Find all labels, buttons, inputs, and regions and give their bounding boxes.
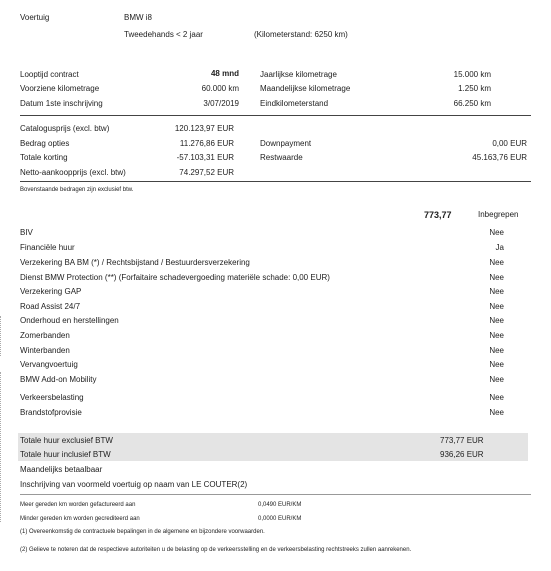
total-label: Totale huur exclusief BTW [20, 436, 113, 445]
contract-right-label: Maandelijkse kilometrage [260, 84, 351, 93]
contract-right-value: 15.000 km [453, 70, 491, 79]
service-value: Nee [489, 331, 504, 340]
monthly-amount: 773,77 [424, 210, 452, 220]
service-label: Onderhoud en herstellingen [20, 316, 119, 325]
monthly-included-label: Inbegrepen [478, 210, 519, 219]
service-label: Verzekering BA BM (*) / Rechtsbijstand / Bestuurdersverzekering [20, 258, 250, 267]
km-rate-label: Meer gereden km worden gefactureerd aan [20, 502, 136, 508]
price-value: -57.103,31 EUR [176, 153, 234, 162]
contract-left-label: Voorziene kilometrage [20, 84, 100, 93]
price-value: 74.297,52 EUR [179, 168, 234, 177]
service-label: Dienst BMW Protection (**) (Forfaitaire schadevergoeding materiële schade: 0,00 EUR) [20, 273, 330, 282]
service-value: Nee [489, 316, 504, 325]
service-value: Nee [489, 375, 504, 384]
price-right-value: 0,00 EUR [492, 139, 527, 148]
contract-left-label: Datum 1ste inschrijving [20, 99, 103, 108]
total-label: Totale huur inclusief BTW [20, 450, 111, 459]
divider [20, 115, 531, 116]
service-value: Nee [489, 273, 504, 282]
footnote-2: (2) Gelieve te noteren dat de respectieve autoriteiten u de belasting op de verkeersstelling en de verkeersbelasting rechtstreeks zullen aanrekenen. [20, 547, 412, 553]
total-value: 773,77 EUR [440, 436, 484, 445]
vehicle-km-reading: (Kilometerstand: 6250 km) [254, 30, 348, 39]
price-value: 11.276,86 EUR [179, 139, 234, 148]
service-label: BIV [20, 228, 33, 237]
price-label: Catalogusprijs (excl. btw) [20, 124, 110, 133]
service-label: Zomerbanden [20, 331, 70, 340]
price-value: 120.123,97 EUR [174, 124, 234, 133]
vehicle-model: BMW i8 [124, 13, 152, 22]
vehicle-condition: Tweedehands < 2 jaar [124, 30, 203, 39]
divider [20, 494, 531, 495]
price-label: Netto-aankoopprijs (excl. btw) [20, 168, 126, 177]
service-label: Vervangvoertuig [20, 360, 78, 369]
vehicle-label: Voertuig [20, 13, 50, 22]
contract-left-value: 3/07/2019 [203, 99, 239, 108]
service-label: BMW Add-on Mobility [20, 375, 97, 384]
contract-left-value: 60.000 km [201, 84, 239, 93]
divider [20, 181, 531, 182]
service-value: Nee [489, 360, 504, 369]
price-right-value: 45.163,76 EUR [472, 153, 527, 162]
price-right-label: Downpayment [260, 139, 312, 148]
service-value: Nee [489, 228, 504, 237]
contract-left-label: Looptijd contract [20, 70, 79, 79]
service-value: Nee [489, 287, 504, 296]
price-label: Totale korting [20, 153, 68, 162]
clipped-edge-mark [0, 372, 5, 522]
clipped-edge-mark [0, 316, 5, 356]
total-value: 936,26 EUR [440, 450, 484, 459]
service-value: Nee [489, 393, 504, 402]
price-label: Bedrag opties [20, 139, 70, 148]
excl-btw-note: Bovenstaande bedragen zijn exclusief btw. [20, 187, 134, 193]
service-value: Nee [489, 258, 504, 267]
registration-line: Inschrijving van voormeld voertuig op naam van LE COUTER(2) [20, 480, 248, 489]
contract-right-label: Eindkilometerstand [260, 99, 329, 108]
km-rate-value: 0,0490 EUR/KM [258, 502, 302, 508]
service-value: Nee [489, 302, 504, 311]
service-value: Nee [489, 408, 504, 417]
service-label: Financiële huur [20, 243, 75, 252]
monthly-payable: Maandelijks betaalbaar [20, 465, 103, 474]
km-rate-value: 0,0000 EUR/KM [258, 516, 302, 522]
service-label: Road Assist 24/7 [20, 302, 81, 311]
contract-right-value: 1.250 km [458, 84, 491, 93]
service-label: Verkeersbelasting [20, 393, 84, 402]
service-label: Verzekering GAP [20, 287, 82, 296]
service-label: Brandstofprovisie [20, 408, 82, 417]
contract-right-label: Jaarlijkse kilometrage [260, 70, 337, 79]
contract-right-value: 66.250 km [453, 99, 491, 108]
service-value: Nee [489, 346, 504, 355]
service-value: Ja [495, 243, 504, 252]
service-label: Winterbanden [20, 346, 70, 355]
km-rate-label: Minder gereden km worden gecrediteerd aan [20, 516, 140, 522]
contract-left-value: 48 mnd [210, 69, 239, 78]
price-right-label: Restwaarde [260, 153, 303, 162]
footnote-1: (1) Overeenkomstig de contractuele bepalingen in de algemene en bijzondere voorwaarden. [20, 529, 265, 535]
